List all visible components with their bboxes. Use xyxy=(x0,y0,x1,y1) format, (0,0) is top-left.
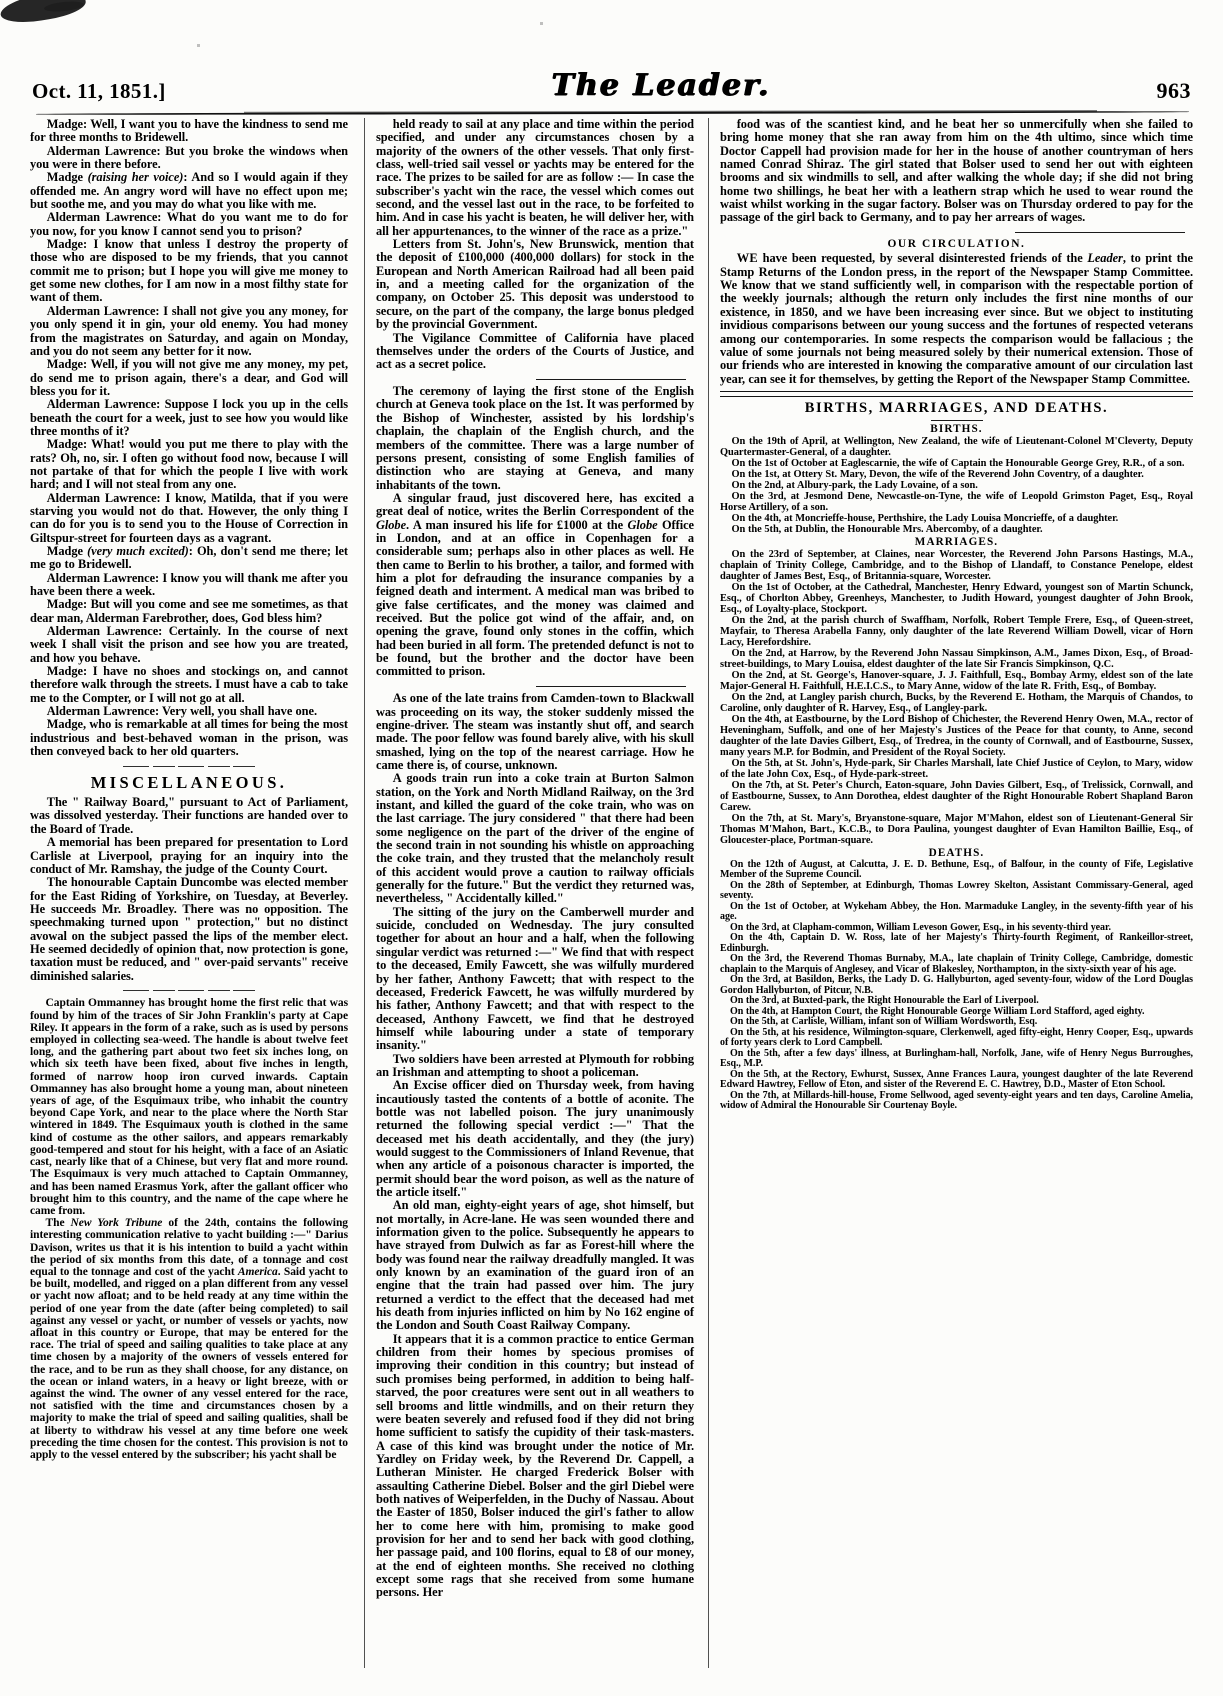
marriages-list xyxy=(720,549,1193,846)
birth-entry: On the 5th, at Dublin, the Honourable Mrs. Abercomby, of a daughter. xyxy=(731,524,1043,536)
dialogue-paragraph: Madge: I have no shoes and stockings on, and cannot therefore walk through the streets. I must have a cab to take me to the Compter, or I will not go at all. xyxy=(30,664,348,705)
dialogue-paragraph: Madge (very much excited): Oh, don't send me there; let me go to Bridewell. xyxy=(30,544,349,572)
subheading-deaths: DEATHS. xyxy=(928,846,985,859)
page-number: 963 xyxy=(1156,78,1191,103)
birth-entry: On the 4th, at Moncrieffe-house, Perthshire, the Lady Louisa Moncrieffe, of a daughter. xyxy=(731,513,1119,525)
dialogue-paragraph: Madge: What! would you put me there to play with the rats? Oh, no, sir. I often go without food now, because I will not partake of that for which the people I live with work hard; and I will not steal from any one. xyxy=(30,437,348,492)
dialogue-paragraph: Alderman Lawrence: But you broke the windows when you were in there before. xyxy=(30,143,348,172)
marriage-entry: On the 23rd of September, at Claines, near Worcester, the Reverend John Parsons Hastings, M.A., chaplain of Trinity College, Cambridge, and to the Bishop of Llandaff, to Constance Penelope, eldest daughter of James Best, Esq., of Britannia-square, Worcester. xyxy=(720,548,1193,582)
ommanney-block xyxy=(30,997,348,1461)
births-list xyxy=(720,436,1193,535)
bolser-continued-block xyxy=(720,118,1193,225)
marriage-entry: On the 7th, at St. Peter's Church, Eaton-square, John Davies Gilbert, Esq., of Trelissick, Cornwall, and of Eastbourne, Sussex, to Ann Dorothea, eldest daughter of the Right Honourable Robert Shapland Baron Carew. xyxy=(720,779,1193,813)
dialogue-paragraph: Madge: Well, I want you to have the kindness to send me for three months to Bridewell. xyxy=(30,117,348,145)
yacht-paragraph: The Vigilance Committee of California have placed themselves under the orders of the Courts of Justice, and act as a secret police. xyxy=(376,330,694,372)
accident-paragraph: An Excise officer died on Thursday week, from having incautiously tasted the contents of a bottle of aconite. The bottle was not labelled poison. The jury unanimously returned the following special verdict :—" That the deceased met his death accidentally, and they (the jury) would suggest to the Commissioners of Inland Revenue, that when any article of a poisonous character is imported, the permit should bear the word poison, as well as the nature of the article itself." xyxy=(376,1078,694,1199)
subheading-marriages: MARRIAGES. xyxy=(914,536,999,549)
misc-paragraph: The " Railway Board," pursuant to Act of Parliament, was dissolved yesterday. Their functions are handed over to the Board of Trade. xyxy=(30,795,348,836)
death-entry: On the 4th, Captain D. W. Ross, late of her Majesty's Thirty-fourth Regiment, of Rankeillor-street, Edinburgh. xyxy=(720,932,1193,954)
column-1 xyxy=(30,118,360,1668)
dialogue-paragraph: Madge: But will you come and see me sometimes, as that dear man, Alderman Farebrother, does, God bless him? xyxy=(30,597,348,625)
death-entry: On the 3rd, the Reverend Thomas Burnaby, M.A., late chaplain of Trinity College, Cambridge, domestic chaplain to the Marquis of Anglesey, and Vicar of Blakesley, Northampton, in the sixty-sixth year of his age. xyxy=(720,953,1193,975)
accident-paragraph: A goods train run into a coke train at Burton Salmon station, on the York and North Midland Railway, on the 3rd instant, and killed the guard of the coke train, who was on the last carriage. The jury considered " that there had been some negligence on the part of the driver of the engine of the second train in not sounding his whistle on approaching the coke train, and they trusted that the melancholy result of this accident would prove a caution to railway officials generally for the future." But the verdict they returned was, nevertheless, " Accidentally killed." xyxy=(376,771,694,906)
dialogue-paragraph: Madge: Well, if you will not give me any money, my pet, do send me to prison again, there's a dear, and God will bless you for it. xyxy=(30,357,348,398)
dialogue-paragraph: Alderman Lawrence: Suppose I lock you up in the cells beneath the court for a week, just to see how you would like three months of it? xyxy=(30,397,348,438)
death-entry: On the 5th, at his residence, Wilmington-square, Clerkenwell, aged fifty-eight, Henry Cooper, Esq., upwards of forty years clerk to Lord Campbell. xyxy=(720,1026,1193,1049)
section-rule-double xyxy=(720,391,1193,397)
birth-entry: On the 3rd, at Jesmond Dene, Newcastle-on-Tyne, the wife of Leopold Grimston Paget, Esq., Royal Horse Artillery, of a son. xyxy=(720,491,1193,514)
bmd-rule xyxy=(931,420,983,421)
marriage-entry: On the 2nd, at Langley parish church, Bucks, by the Reverend E. Hotham, the Marquis of Chandos, to Caroline, only daughter of R. Harvey, Esq., of Langley-park. xyxy=(720,691,1193,714)
death-entry: On the 3rd, at Clapham-common, William Leveson Gower, Esq., in his seventy-third year. xyxy=(730,921,1111,933)
column-3 xyxy=(706,118,1193,1668)
dialogue-paragraph: Alderman Lawrence: I know, Matilda, that if you were starving you would not do that. However, the only thing I can do for you is to send you to the House of Correction in Giltspur-street for fourteen days as a vagrant. xyxy=(30,490,348,545)
scan-speck xyxy=(540,22,543,25)
scan-speck xyxy=(197,44,200,47)
death-entry: On the 12th of August, at Calcutta, J. E. D. Bethune, Esq., of Balfour, in the county of Fife, Legislative Member of the Supreme Council. xyxy=(720,858,1193,881)
death-entry: On the 5th, at the Rectory, Ewhurst, Sussex, Anne Frances Laura, youngest daughter of the late Reverend Edward Hawtrey, Fellow of Eton, and sister of the Reverend E. C. Hawtrey, D.D., Master of Eton School. xyxy=(720,1068,1193,1091)
dialogue-paragraph: Madge: I know that unless I destroy the property of those who are disposed to be my friends, that you cannot commit me to prison; but I hope you will give me money to get some new clothes, for I am now in a most filthy state for want of them. xyxy=(30,237,348,305)
section-rule xyxy=(123,990,255,992)
subheading-births: BIRTHS. xyxy=(930,423,983,436)
dialogue-paragraph: Alderman Lawrence: Very well, you shall have one. xyxy=(46,704,318,719)
birth-entry: On the 2nd, at Albury-park, the Lady Lovaine, of a son. xyxy=(731,480,978,492)
accident-paragraph: As one of the late trains from Camden-town to Blackwall was proceeding on its way, the stoker suddenly missed the engine-driver. The steam was instantly shut off, and search made. The poor fellow was found barely alive, with his skull smashed, lying on the top of the nearest carriage. How he came there is, of course, unknown. xyxy=(376,691,694,772)
dialogue-paragraph: Alderman Lawrence: Certainly. In the course of next week I shall visit the prison and see how you are treated, and how you behave. xyxy=(30,624,348,665)
dialogue-paragraph: Alderman Lawrence: I shall not give you any money, for you only spend it in gin, your old enemy. You had money from the magistrates on Saturday, and again on Monday, and you do not seem any better for it now. xyxy=(30,303,348,358)
ommanney-paragraph: The New York Tribune of the 24th, contains the following interesting communication relative to yacht building :—" Darius Davison, writes us that it is his intention to build a yacht within the period of six months from this date, of a tonnage and cost equal to the tonnage and cost of the yacht America. Said yacht to be built, modelled, and rigged on a plan different from any vessel or yacht now afloat; and to be held ready at any time within the period of one year from the date (after being completed) to sail against any vessel or yacht, or number of vessels or yachts, now afloat in this country or Europe, that may be entered for the race. The trial of speed and sailing qualities to take place at any time chosen by a majority of the owners of vessels entered for the race, and to be run as they shall choose, for any distance, on the ocean or inland waters, in a heavy or light breeze, with or against the wind. The owner of any vessel entered for the race, not satisfied with the time and circumstances chosen by a majority to make the trial of speed and sailing qualities, shall be at liberty to withdraw his vessel at any time before one week preceding the time chosen for the contest. This provision is not to apply to the vessel entered by the subscriber; his yacht shall be xyxy=(30,1217,348,1461)
ommanney-paragraph: Captain Ommanney has brought home the first relic that was found by him of the traces of Sir John Franklin's party at Cape Riley. It appears in the form of a rake, such as is used by persons employed in collecting sea-weed. The handle is about twelve feet long, and the gathering part about two feet six inches long, on which six teeth have been fixed, about five inches in length, formed of narrow hoop iron curved inwards. Captain Ommanney has also brought home a young man, about nineteen years of age, of the Esquimaux tribe, who inhabit the country beyond Cape York, and near to the place where the North Star wintered in 1849. The Esquimaux youth is clothed in the same kind of costume as the other sailors, and appears remarkably good-tempered and stout for his height, with a face of an Asiatic cast, nearly like that of a Chinese, but very flat and more round. The Esquimaux is very much attached to Captain Ommanney, and has been named Erasmus York, after the gallant officer who brought him to this country, and the name of the cape where he came from. xyxy=(30,997,348,1217)
page-masthead xyxy=(32,62,1191,104)
death-entry: On the 3rd, at Basildon, Berks, the Lady D. G. Hallyburton, aged seventy-four, widow of the Lord Douglas Gordon Hallyburton, of Pitcur, N.B. xyxy=(720,974,1193,996)
yacht-paragraph: held ready to sail at any place and time within the period specified, and under any circumstances chosen by a majority of the owners of the other vessels. That only first-class, well-tried sail vessel or yachts may be entered for the race. The prizes to be sailed for are as follow :— In case the subscriber's yacht win the race, the vessel which comes out second, and the vessel last out in the race, to be forfeited to him. And in case his yacht is beaten, he will deliver her, with all her appurtenances, to the winner of the race as a prize." xyxy=(376,117,694,238)
section-heading-miscellaneous: MISCELLANEOUS. xyxy=(90,773,288,792)
death-entry: On the 1st of October, at Wykeham Abbey, the Hon. Marmaduke Langley, in the seventy-fifth year of his age. xyxy=(720,900,1193,923)
accident-paragraph: An old man, eighty-eight years of age, shot himself, but not mortally, in Acre-lane. He was seen wounded there and information given to the police. Subsequently he appears to have strayed from Dulwich as far as Forest-hill where the body was found near the railway dreadfully mangled. It was only known by an examination of the guard iron of an engine that the train had passed over him. The jury returned a verdict to the effect that the deceased had met his death from injuries inflicted on him by No 162 engine of the London and South Coast Railway Company. xyxy=(376,1198,694,1333)
birth-entry: On the 19th of April, at Wellington, New Zealand, the wife of Lieutenant-Colonel M'Cleverty, Deputy Quartermaster-General, of a daughter. xyxy=(720,436,1193,459)
bolser-paragraph: food was of the scantiest kind, and he beat her so unmercifully when she failed to bring home money that she ran away from him on the 4th ultimo, since which time Doctor Cappell had provision made for her in the house of another countryman of hers named Conrad Shiraz. The girl stated that Bolser used to send her out with eighteen brooms and six windmills to sell, and after walking the whole day; if she did not bring home two shillings, he beat her with a leathern strap which he used to wear round the waist whilst working in the sugar factory. Bolser was on Thursday ordered to pay for the passage of the girl back to Germany, and to pay her arrears of wages. xyxy=(720,117,1193,225)
birth-entry: On the 1st of October at Eaglescarnie, the wife of Captain the Honourable George Grey, R.R., of a son. xyxy=(731,458,1185,470)
marriage-entry: On the 2nd, at the parish church of Swaffham, Norfolk, Robert Temple Frere, Esq., of Queen-street, Mayfair, to Theresa Arabella Fanny, only daughter of the late Reverend William Dowell, vicar of Horn Lacy, Herefordshire. xyxy=(720,614,1193,648)
section-rule xyxy=(536,686,686,688)
section-rule xyxy=(536,379,686,381)
section-rule xyxy=(123,766,255,768)
article-columns xyxy=(30,118,1193,1668)
death-entry: On the 5th, at Carlisle, William, infant son of William Wordsworth, Esq. xyxy=(730,1016,1038,1028)
geneva-paragraph: A singular fraud, just discovered here, has excited a great deal of notice, writes the Berlin Correspondent of the Globe. A man insured his life for £1000 at the Globe Office in London, and at an office in Copenhagen for a considerable sum; perhaps also in other places as well. He then came to Berlin to his brother, a tailor, and formed with him a plot for defrauding the insurance companies by a feigned death and interment. A medical man was bribed to give false certificates, and the money was claimed and received. But the police got wind of the affair, and, on opening the grave, found only stones in the coffin, which had been buried in all form. The pretended defunct is not to be found, but the brother and the doctor have been committed to prison. xyxy=(376,490,694,679)
our-circulation-block xyxy=(720,252,1193,385)
geneva-paragraph: The ceremony of laying the first stone of the English church at Geneva took place on the 1st. It was performed by the Bishop of Winchester, assisted by his lordship's chaplain, the chaplain of the English church, and the members of the committee. There was a large number of persons present, consisting of some English families of distinction who are staying at Geneva, and many inhabitants of the town. xyxy=(376,384,694,492)
misc-paragraph: A memorial has been prepared for presentation to Lord Carlisle at Liverpool, praying for an inquiry into the conduct of Mr. Ramshay, the judge of the County Court. xyxy=(30,835,348,876)
birth-entry: On the 1st, at Ottery St. Mary, Devon, the wife of the Reverend John Coventry, of a daughter. xyxy=(731,469,1144,481)
death-entry: On the 7th, at Millards-hill-house, Frome Sellwood, aged seventy-eight years and ten days, Caroline Amelia, widow of Admiral the Honourable Sir Courtenay Boyle. xyxy=(720,1089,1193,1112)
accidents-block xyxy=(376,692,694,1599)
accident-paragraph: It appears that it is a common practice to entice German children from their homes by specious promises of improving their condition in this country; but instead of such promises being performed, in addition to being half-starved, the poor creatures were sent out in all weathers to sell brooms and little windmills, and on their return they were beaten severely and refused food if they did not bring home sufficient to satisfy the cupidity of their task-masters. A case of this kind was brought under the notice of Mr. Yardley on Friday week, by the Reverend Dr. Cappell, a Lutheran Minister. He charged Frederick Bolser with assaulting Catherine Diebel. Bolser and the girl Diebel were both natives of Weiperfelden, in the Duchy of Nassau. About the Easter of 1850, Bolser induced the girl's father to allow her to come here with him, promising to make good provision for her and to send her back with good clothing, her passage paid, and 100 florins, equal to £8 of our money, at the end of eighteen months. She received no clothing except some rags that she received from some humane persons. Her xyxy=(376,1331,694,1600)
dialogue-paragraph: Madge (raising her voice): And so I would again if they offended me. An angry word will have no effect upon me; but soothe me, and you may do what you like with me. xyxy=(30,170,349,212)
column-2 xyxy=(360,118,706,1668)
misc-paragraph: The honourable Captain Duncombe was elected member for the East Riding of Yorkshire, on Tuesday, at Beverley. He succeeds Mr. Broadley. There was no opposition. The speechmaking turned upon " protection," but no distinct avowal on the subject passed the lips of the member elect. He seemed decidedly of opinion that, now protection is gone, taxation must be reduced, and " over-paid servants" receive diminished salaries. xyxy=(30,875,348,983)
dialogue-paragraph: Alderman Lawrence: I know you will thank me after you have been there a week. xyxy=(30,570,348,599)
marriage-entry: On the 2nd, at Harrow, by the Reverend John Nassau Simpkinson, A.M., James Dixon, Esq., of Broad-street-buildings, to Mary Louisa, eldest daughter of the late Sir Francis Simpkinson, Q.C. xyxy=(720,647,1193,670)
accident-paragraph: Two soldiers have been arrested at Plymouth for robbing an Irishman and attempting to shoot a policeman. xyxy=(376,1051,694,1079)
yacht-continued-block xyxy=(376,118,694,372)
dialogue-paragraph: Alderman Lawrence: What do you want me to do for you now, for you know I cannot send you to prison? xyxy=(30,210,348,238)
column-rule-1 xyxy=(364,118,365,1668)
deaths-list xyxy=(720,860,1193,1112)
marriage-entry: On the 1st of October, at the Cathedral, Manchester, Henry Edward, youngest son of Martin Schunck, Esq., of Chorlton Abbey, Greenheys, Manchester, to Judith Howard, youngest daughter of John Brook, Esq., of Loyalty-place, Stockport. xyxy=(720,581,1193,615)
death-entry: On the 4th, at Hampton Court, the Right Honourable George William Lord Stafford, aged eighty. xyxy=(730,1005,1145,1017)
death-entry: On the 3rd, at Buxted-park, the Right Honourable the Earl of Liverpool. xyxy=(730,995,1039,1007)
section-heading-our-circulation: OUR CIRCULATION. xyxy=(887,238,1026,251)
miscellaneous-block xyxy=(30,796,348,983)
dialogue-paragraph: Madge, who is remarkable at all times for being the most industrious and best-behaved woman in the prison, was then conveyed back to her old quarters. xyxy=(30,717,348,759)
marriage-entry: On the 5th, at St. John's, Hyde-park, Sir Charles Marshall, late Chief Justice of Ceylon, to Mary, widow of the late John Cox, Esq., of Hyde-park-street. xyxy=(720,757,1193,780)
marriage-entry: On the 7th, at St. Mary's, Bryanstone-square, Major M'Mahon, eldest son of Lieutenant-General Sir Thomas M'Mahon, Bart., K.C.B., to Dora Paulina, youngest daughter of Evan Hamilton Baillie, Esq., of Gloucester-place, Portman-square. xyxy=(720,812,1193,846)
death-entry: On the 28th of September, at Edinburgh, Thomas Lowrey Skelton, Assistant Commissary-General, aged seventy. xyxy=(720,879,1193,902)
geneva-block xyxy=(376,385,694,679)
section-heading-bmd: BIRTHS, MARRIAGES, AND DEATHS. xyxy=(804,399,1109,416)
accident-paragraph: The sitting of the jury on the Camberwell murder and suicide, concluded on Wednesday. The jury consulted together for about an hour and a half, when the following singular verdict was returned :—" We find that with respect to the deceased, Emily Fawcett, she was wilfully murdered by her father, Anthony Fawcett; that with respect to the deceased, Frederick Fawcett, he was wilfully murdered by his father, Anthony Fawcett; and that with respect to the deceased, Anthony Fawcett, we find that he destroyed himself while labouring under a state of temporary insanity." xyxy=(376,904,694,1053)
issue-date: Oct. 11, 1851.] xyxy=(32,78,166,104)
court-dialogue-block xyxy=(30,118,348,759)
yacht-paragraph: Letters from St. John's, New Brunswick, mention that the deposit of £100,000 (400,000 dollars) for stock in the European and North American Railroad had all been paid in, and a meeting called for the organization of the company, on October 25. This deposit was understood to secure, on the part of the company, the large bonus pledged by the provincial Government. xyxy=(376,237,694,332)
section-rule xyxy=(1015,232,1185,234)
circulation-paragraph: WE have been requested, by several disinterested friends of the Leader, to print the Stamp Returns of the London press, in the report of the Newspaper Stamp Committee. We know that we stand sufficiently well, in comparison with the respectable portion of the weekly journals; although the return only includes the first nine months of our existence, in 1850, and we have been increasing ever since. But we object to instituting invidious comparisons between our young success and the fortunes of respected veterans among our contemporaries. In some respects the comparison would be fallacious ; the value of some journals not being measured solely by their numerical extension. Those of our friends who are interested in knowing the comparative amount of our circulation last year, can see it for themselves, by getting the Report of the Newspaper Stamp Committee. xyxy=(720,251,1193,386)
marriage-entry: On the 2nd, at St. George's, Hanover-square, J. J. Faithfull, Esq., Bombay Army, eldest son of the late Major-General H. Faithfull, H.E.I.C.S., to Mary Anne, widow of the late R. Frith, Esq., of Bombay. xyxy=(720,669,1193,692)
publication-title: The Leader. xyxy=(551,68,771,103)
column-rule-2 xyxy=(708,118,709,1668)
death-entry: On the 5th, after a few days' illness, at Burlingham-hall, Norfolk, Jane, wife of Henry Negus Burroughes, Esq., M.P. xyxy=(720,1047,1193,1070)
marriage-entry: On the 4th, at Eastbourne, by the Lord Bishop of Chichester, the Reverend Henry Owen, M.A., rector of Heveningham, Suffolk, and one of her Majesty's Justices of the Peace for that county, to Anne, second daughter of the late Davies Gilbert, Esq., of Tredrea, in the county of Cornwall, and of Eastbourne, Sussex, many years M.P. for Bodmin, and President of the Royal Society. xyxy=(720,713,1193,758)
